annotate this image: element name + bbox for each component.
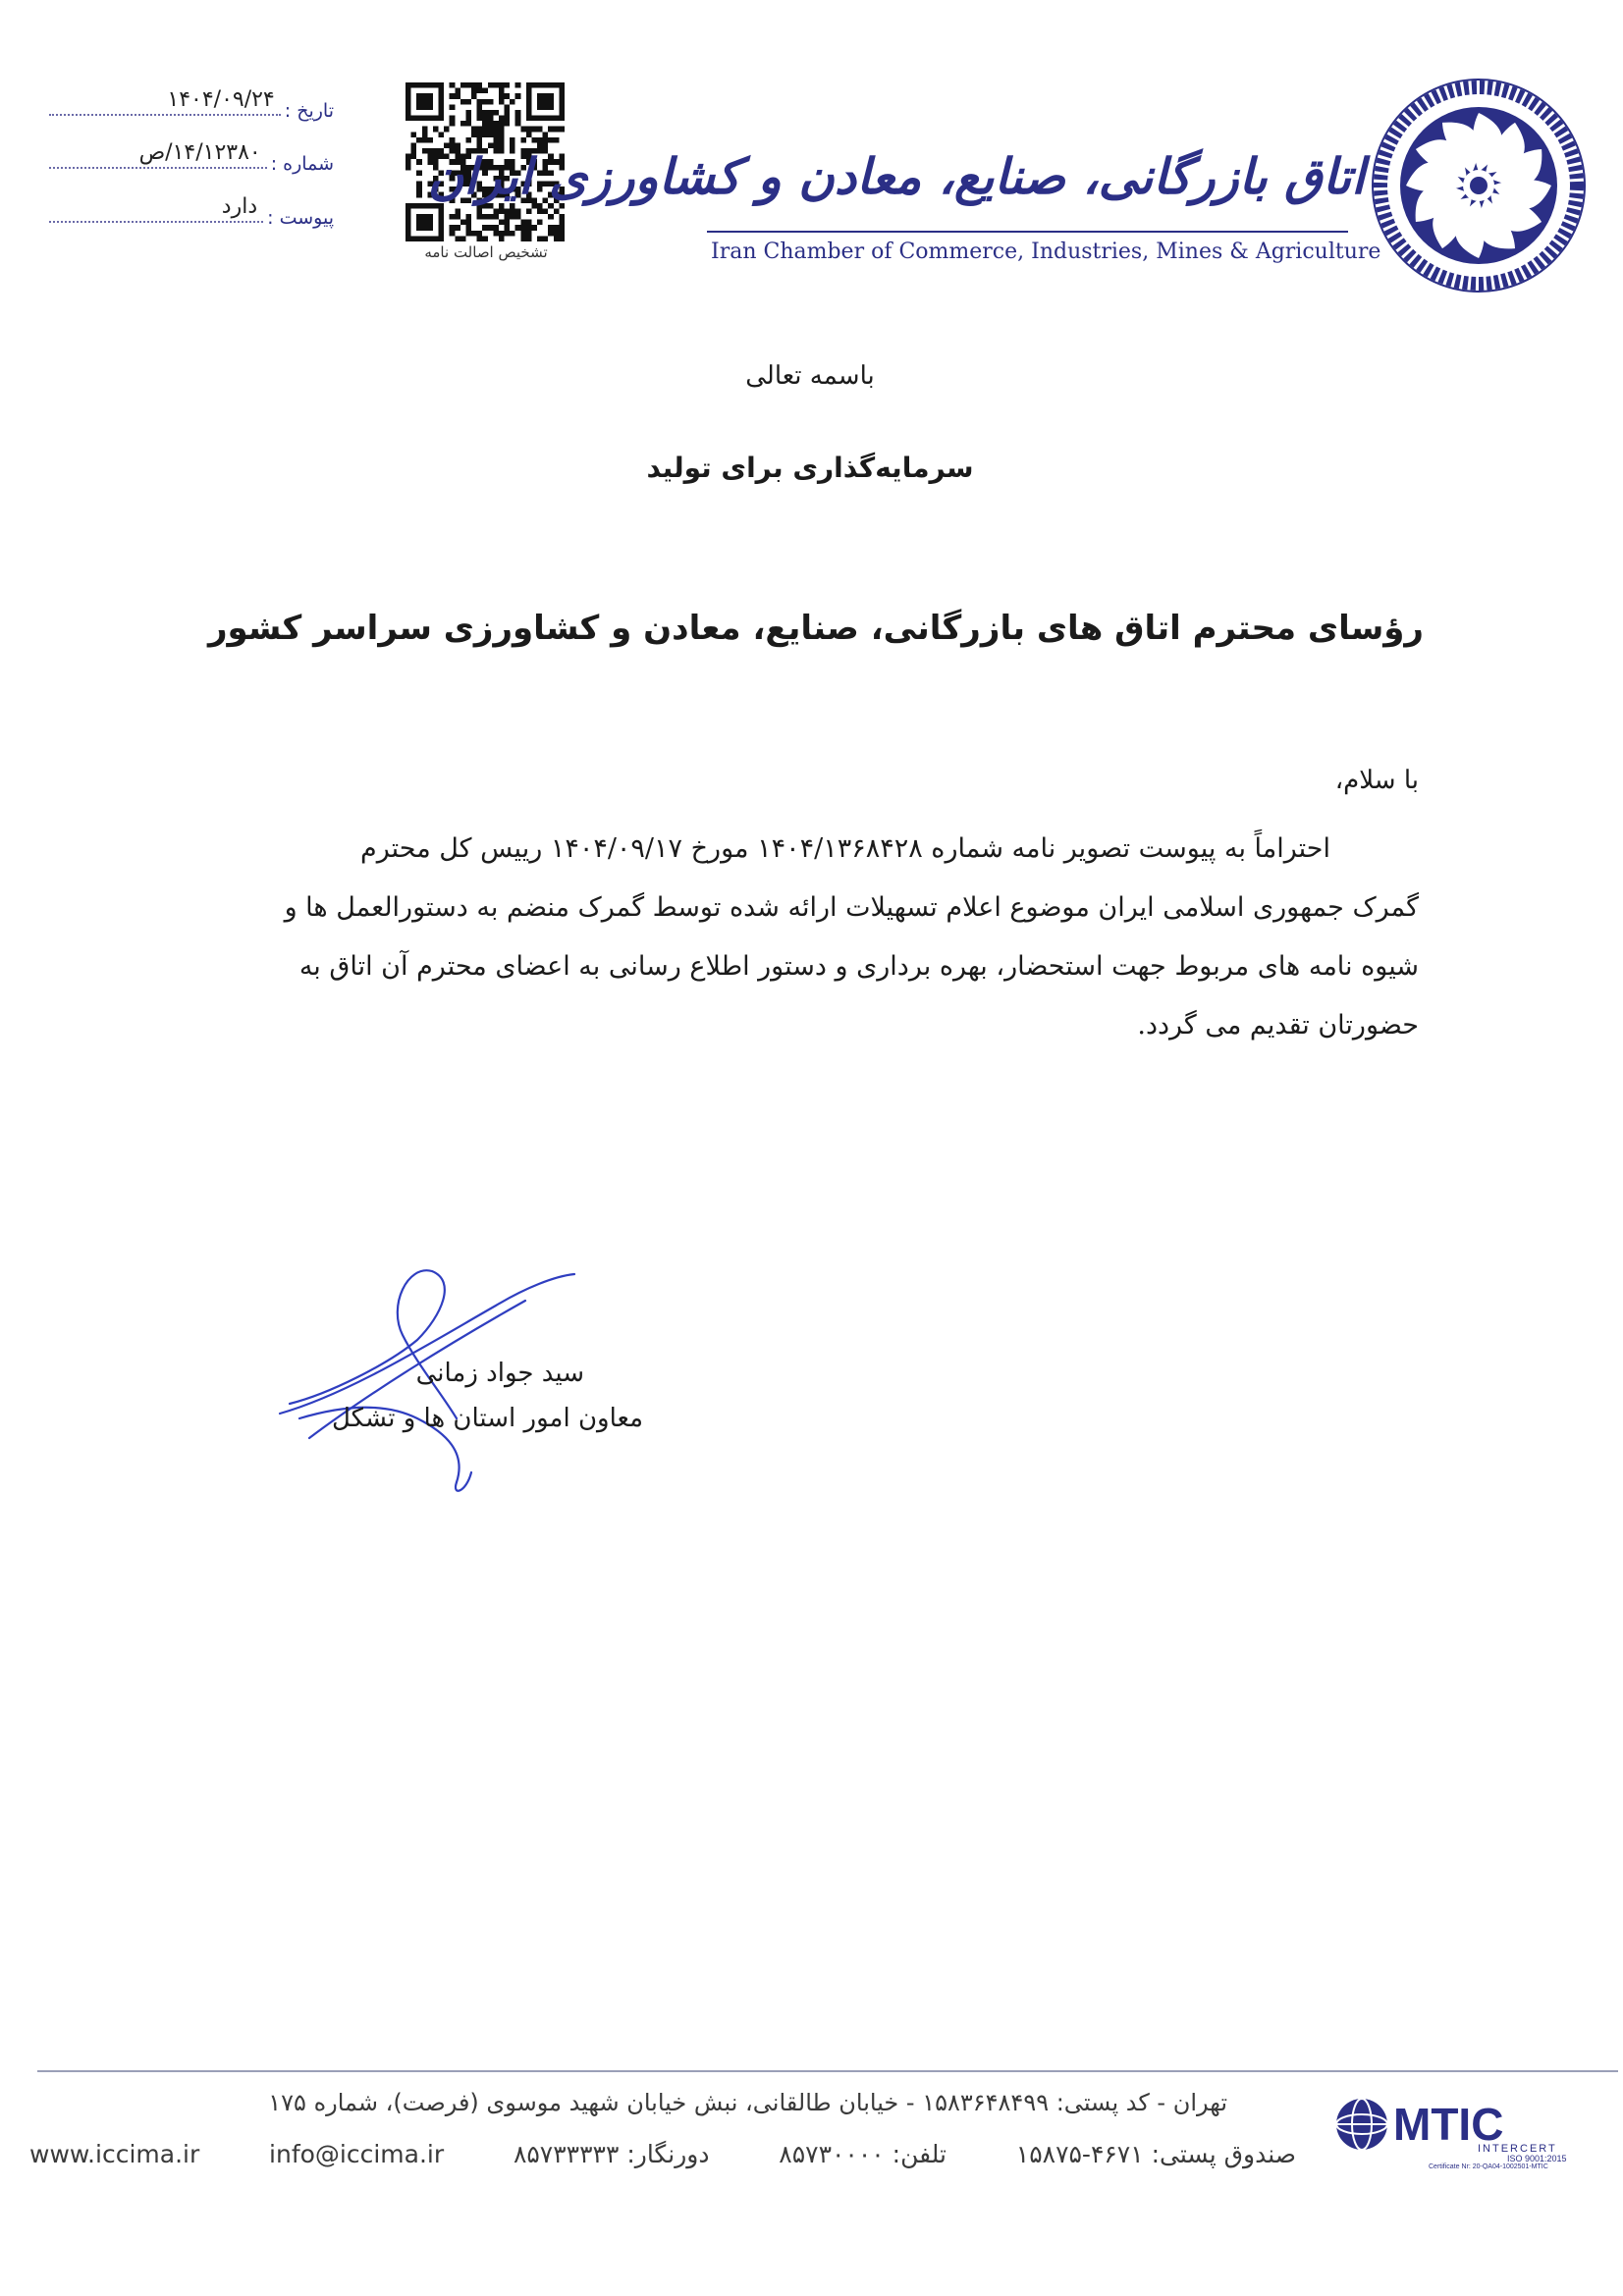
number-label: شماره : (270, 153, 334, 175)
footer-website: www.iccima.ir (29, 2140, 200, 2168)
footer-fax: دورنگار: ۸۵۷۳۳۳۳۳ (513, 2140, 710, 2168)
body-line: شیوه نامه های مربوط جهت استحضار، بهره برداری و دستور اطلاع رسانی به اعضای محترم آن اتاق به (298, 951, 1419, 982)
date-row (49, 82, 334, 122)
letter-subject: سرمایه‌گذاری برای تولید (646, 452, 974, 484)
date-value: ۱۴۰۴/۰۹/۲۴ (167, 87, 275, 112)
mtic-certification-logo (1330, 2091, 1596, 2169)
mtic-cert: Certificate Nr: 20-QA04-1002501-MTIC (1429, 2163, 1548, 2169)
footer-phone: تلفن: ۸۵۷۳۰۰۰۰ (779, 2140, 947, 2168)
mtic-logo-text: MTIC (1393, 2099, 1504, 2150)
invocation: باسمه تعالی (745, 361, 875, 391)
brand-divider (707, 231, 1348, 233)
signer-name: سید جواد زمانی (415, 1359, 584, 1388)
attachment-value: دارد (221, 194, 258, 219)
signer-title: معاون امور استان ها و تشکل (331, 1404, 643, 1433)
footer-divider (37, 2070, 1618, 2072)
mtic-iso: ISO 9001:2015 (1507, 2154, 1567, 2163)
attachment-row (49, 189, 334, 229)
date-label: تاریخ : (284, 100, 334, 122)
body-line: احتراماً به پیوست تصویر نامه شماره ۱۴۰۴/۱۳۶۸۴۲۸ مورخ ۱۴۰۴/۰۹/۱۷ رییس کل محترم (360, 833, 1330, 864)
body-line: گمرک جمهوری اسلامی ایران موضوع اعلام تسهیلات ارائه شده توسط گمرک منضم به دستورالعمل ها و (284, 892, 1419, 923)
footer-email: info@iccima.ir (269, 2140, 445, 2168)
number-value: ۱۴/۱۲۳۸۰/ص (138, 140, 261, 165)
footer-po-box: صندوق پستی: ۴۶۷۱-۱۵۸۷۵ (1015, 2140, 1296, 2168)
brand-title-en: Iran Chamber of Commerce, Industries, Mines & Agriculture (711, 240, 1381, 264)
attachment-label: پیوست : (267, 207, 334, 229)
greeting: با سلام، (1334, 766, 1419, 795)
letter-body (196, 820, 1419, 1055)
body-line: حضورتان تقدیم می گردد. (1137, 1010, 1419, 1041)
number-row (49, 135, 334, 175)
mtic-sub: INTERCERT (1478, 2143, 1557, 2155)
chamber-emblem-logo (1365, 77, 1593, 294)
brand-title-fa: اتاق بازرگانی، صنایع، معادن و کشاورزی ایران (427, 147, 1365, 205)
addressee: رؤسای محترم اتاق های بازرگانی، صنایع، معادن و کشاورزی سراسر کشور (207, 609, 1424, 648)
footer-address: تهران - کد پستی: ۱۵۸۳۶۴۸۴۹۹ - خیابان طالقانی، نبش خیابان شهید موسوی (فرصت)، شماره ۱۷۵ (268, 2089, 1227, 2116)
qr-caption: تشخیص اصالت نامه (424, 243, 548, 261)
footer-contacts (29, 2140, 1296, 2168)
